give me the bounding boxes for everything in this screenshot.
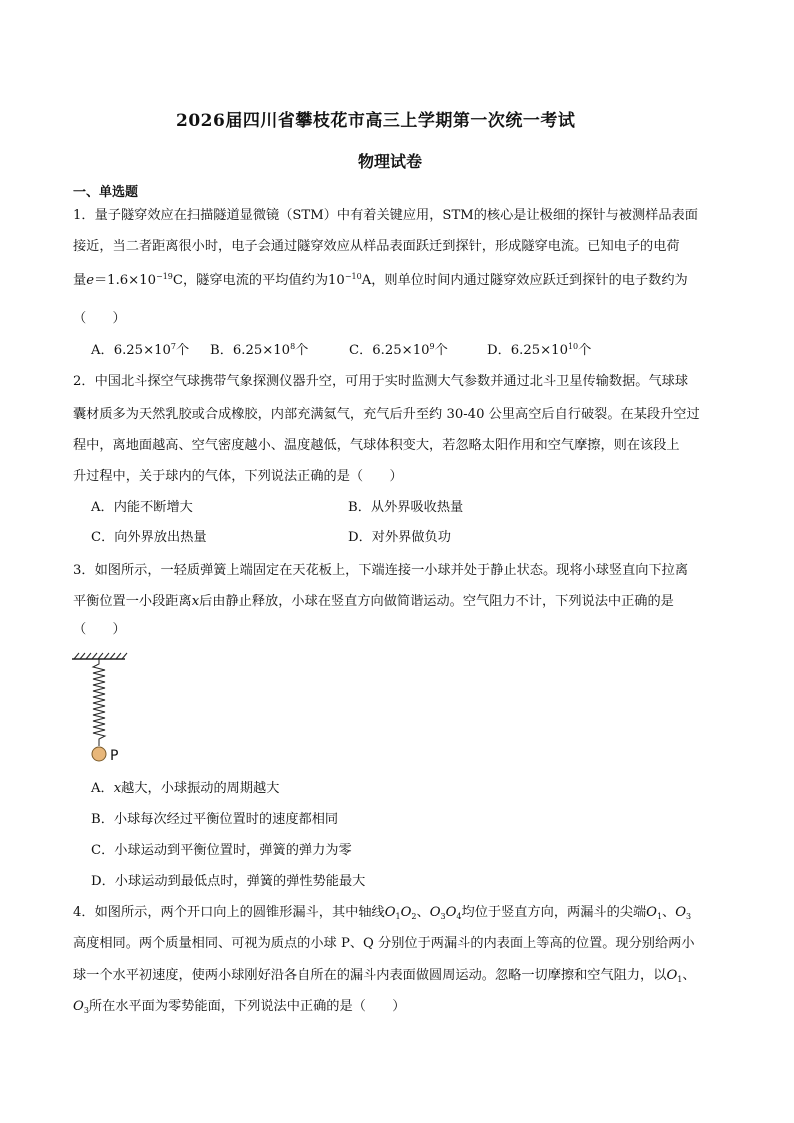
q2-line-2: 囊材质多为天然乳胶或合成橡胶，内部充满氦气，充气后升至约 30-40 公里高空后自行破裂。在某段升空过: [73, 407, 700, 422]
q1-line-1: 1．量子隧穿效应在扫描隧道显微镜（STM）中有着关键应用，STM的核心是让极细的探针与被测样品表面: [73, 208, 698, 223]
q4-line-2: 高度相同。两个质量相同、可视为质点的小球 P、Q 分别位于两漏斗的内表面上等高的位置。现分别给两小: [73, 936, 695, 951]
q1-current-exponent: −10: [344, 272, 362, 281]
q3-option-d[interactable]: D．小球运动到最低点时，弹簧的弹性势能最大: [91, 874, 366, 889]
q1-charge-exponent: −19: [156, 272, 173, 281]
q3-option-c[interactable]: C．小球运动到平衡位置时，弹簧的弹力为零: [91, 843, 352, 858]
q3-line-2: 平衡位置一小段距离x后由静止释放，小球在竖直方向做简谐运动。空气阻力不计，下列说法中正确的是: [73, 594, 674, 609]
q3-option-b[interactable]: B．小球每次经过平衡位置时的速度都相同: [91, 812, 339, 827]
q1-line-3: [73, 271, 688, 291]
ball-p: [92, 747, 106, 761]
q4-line-1: 4．如图所示，两个开口向上的圆锥形漏斗，其中轴线$O_1O_2$、$O_3O_4$均位于竖直方向，两漏斗的尖端$O_1$、$O_3$: [73, 905, 692, 921]
q2-option-c[interactable]: C．向外界放出热量: [91, 530, 207, 545]
q1-text: C，隧穿电流的平均值约为10: [172, 273, 345, 288]
q1-charge-value: ＝1.6×10: [94, 273, 156, 288]
q3-line-1: 3．如图所示，一轻质弹簧上端固定在天花板上，下端连接一小球并处于静止状态。现将小球竖直向下拉离: [73, 563, 689, 578]
q2-option-d[interactable]: D．对外界做负功: [348, 530, 451, 545]
q1-line-2: 接近，当二者距离很小时，电子会通过隧穿效应从样品表面跃迁到探针，形成隧穿电流。已知电子的电荷: [73, 239, 680, 254]
q1-option-a[interactable]: A．$6.25\times 10^7$个: [91, 342, 190, 358]
spring-coil: [93, 659, 105, 746]
q2-option-a[interactable]: A．内能不断增大: [91, 500, 193, 515]
q1-option-b[interactable]: B．$6.25\times 10^8$个: [210, 342, 309, 358]
q3-symbol-x: x: [191, 594, 200, 609]
q1-symbol-e: e: [86, 273, 94, 288]
q3-option-a[interactable]: A．x越大，小球振动的周期越大: [91, 781, 280, 796]
q2-line-1: 2．中国北斗探空气球携带气象探测仪器升空，可用于实时监测大气参数并通过北斗卫星传输数据。气球球: [73, 374, 689, 389]
q1-option-c[interactable]: C．$6.25\times 10^9$个: [349, 342, 448, 358]
q2-option-b[interactable]: B．从外界吸收热量: [348, 500, 464, 515]
exam-subtitle: 物理试卷: [358, 152, 423, 171]
spring-figure: [70, 650, 140, 770]
section-heading-single-choice: 一、单选题: [73, 185, 139, 200]
q3-answer-bracket: （ ）: [73, 622, 126, 637]
q1-option-d[interactable]: D．$6.25\times 10^{10}$个: [487, 342, 592, 358]
exam-title: 2026届四川省攀枝花市高三上学期第一次统一考试: [176, 111, 576, 131]
q1-text: 量: [73, 273, 87, 288]
q2-line-4: 升过程中，关于球内的气体，下列说法正确的是（ ）: [73, 469, 403, 484]
q4-line-4: $O_3$所在水平面为零势能面，下列说法中正确的是（ ）: [73, 999, 406, 1015]
q1-text: A，则单位时间内通过隧穿效应跃迁到探针的电子数约为: [361, 273, 688, 288]
q4-line-3: 球一个水平初速度，使两小球刚好沿各自所在的漏斗内表面做圆周运动。忽略一切摩擦和空气阻力，以$O_1$、: [73, 968, 696, 984]
q2-line-3: 程中，离地面越高、空气密度越小、温度越低，气球体积变大，若忽略太阳作用和空气摩擦，则在该段上: [73, 438, 680, 453]
q1-answer-bracket: （ ）: [73, 311, 126, 326]
ceiling-hatch: [74, 653, 127, 659]
ball-label: P: [110, 748, 119, 764]
